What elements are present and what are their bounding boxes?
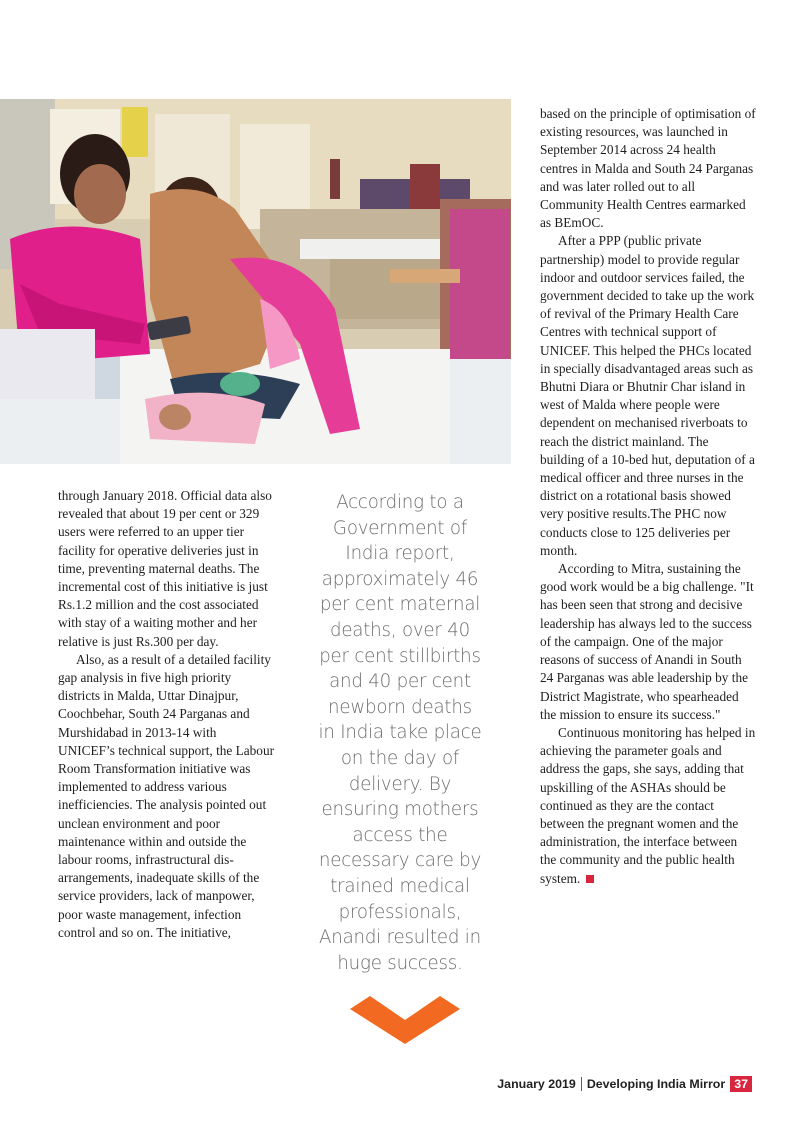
footer-date: January 2019 bbox=[497, 1077, 576, 1091]
body-paragraph: based on the principle of optimisation of existing resources, was launched in September 2014 across 24 health centres in Malda and South 24 Parganas and was later rolled out to all Community Health Centres earmarked as BEmOC. bbox=[540, 106, 756, 231]
footer-divider bbox=[581, 1077, 582, 1091]
page-footer bbox=[497, 1076, 752, 1092]
body-paragraph: After a PPP (public private partnership) model to provide regular indoor and outdoor services failed, the government decided to take up the work of revival of the Primary Health Care Centres with technical support of UNICEF. This helped the PHCs located in specially disadvantaged areas such as Bhutni Diara or Bhutnir Char island in west of Malda where people were dependent on mechanised riverboats to reach the district mainland. The building of a 10-bed hut, deputation of a medical officer and three nurses in the district on a rotational basis showed very positive results.The PHC now conducts close to 125 deliveries per month. bbox=[540, 233, 755, 558]
body-paragraph: Also, as a result of a detailed facility gap analysis in five high priority districts in Malda, Uttar Dinajpur, Coochbehar, South 24 Parganas and Murshidabad in 2013-14 with UNICEF’s technical support, the Labour Room Transformation initiative was implemented to address various inefficiencies. The analysis pointed out unclean environment and poor maintenance within and outside the labour rooms, infrastructural dis-arrangements, inadequate skills of the service providers, lack of manpower, poor waste management, infection control and so on. The initiative, bbox=[58, 651, 275, 940]
body-paragraph: through January 2018. Official data also revealed that about 19 per cent or 329 users were referred to an upper tier facility for operative deliveries just in time, preventing maternal deaths. The incremental cost of this initiative is just Rs.1.2 million and the cost associated with stay of a waiting mother and her relative is just Rs.300 per day. bbox=[58, 488, 272, 649]
page-number: 37 bbox=[730, 1076, 752, 1092]
article-photo bbox=[0, 99, 511, 464]
photo-illustration bbox=[0, 99, 511, 464]
article-column-left bbox=[58, 487, 275, 942]
end-mark bbox=[586, 875, 594, 883]
pull-quote: According to a Government of India report, approximately 46 per cent maternal deaths, over 40 per cent stillbirths and 40 per cent newborn deaths in India take place on the day of delivery. By ensuring mothers access the necessary care by trained medical professionals, Anandi resulted in huge success. bbox=[318, 492, 482, 974]
chevron-down-decoration bbox=[350, 996, 460, 1044]
article-column-right bbox=[540, 105, 756, 888]
body-paragraph: According to Mitra, sustaining the good work would be a big challenge. "It has been seen that strong and decisive leadership has always led to the success of the campaign. One of the major reasons of success of Anandi in South 24 Parganas was able leadership by the District Magistrate, who spearheaded the mission to ensure its success." bbox=[540, 561, 754, 722]
body-paragraph-text: Continuous monitoring has helped in achieving the parameter goals and address the gaps, she says, adding that upskilling of the ASHAs should be continued as they are the contact between the pregnant women and the administration, the interface between the community and the public health system. bbox=[540, 724, 756, 886]
body-paragraph-last bbox=[540, 724, 756, 888]
footer-publication: Developing India Mirror bbox=[586, 1077, 726, 1091]
